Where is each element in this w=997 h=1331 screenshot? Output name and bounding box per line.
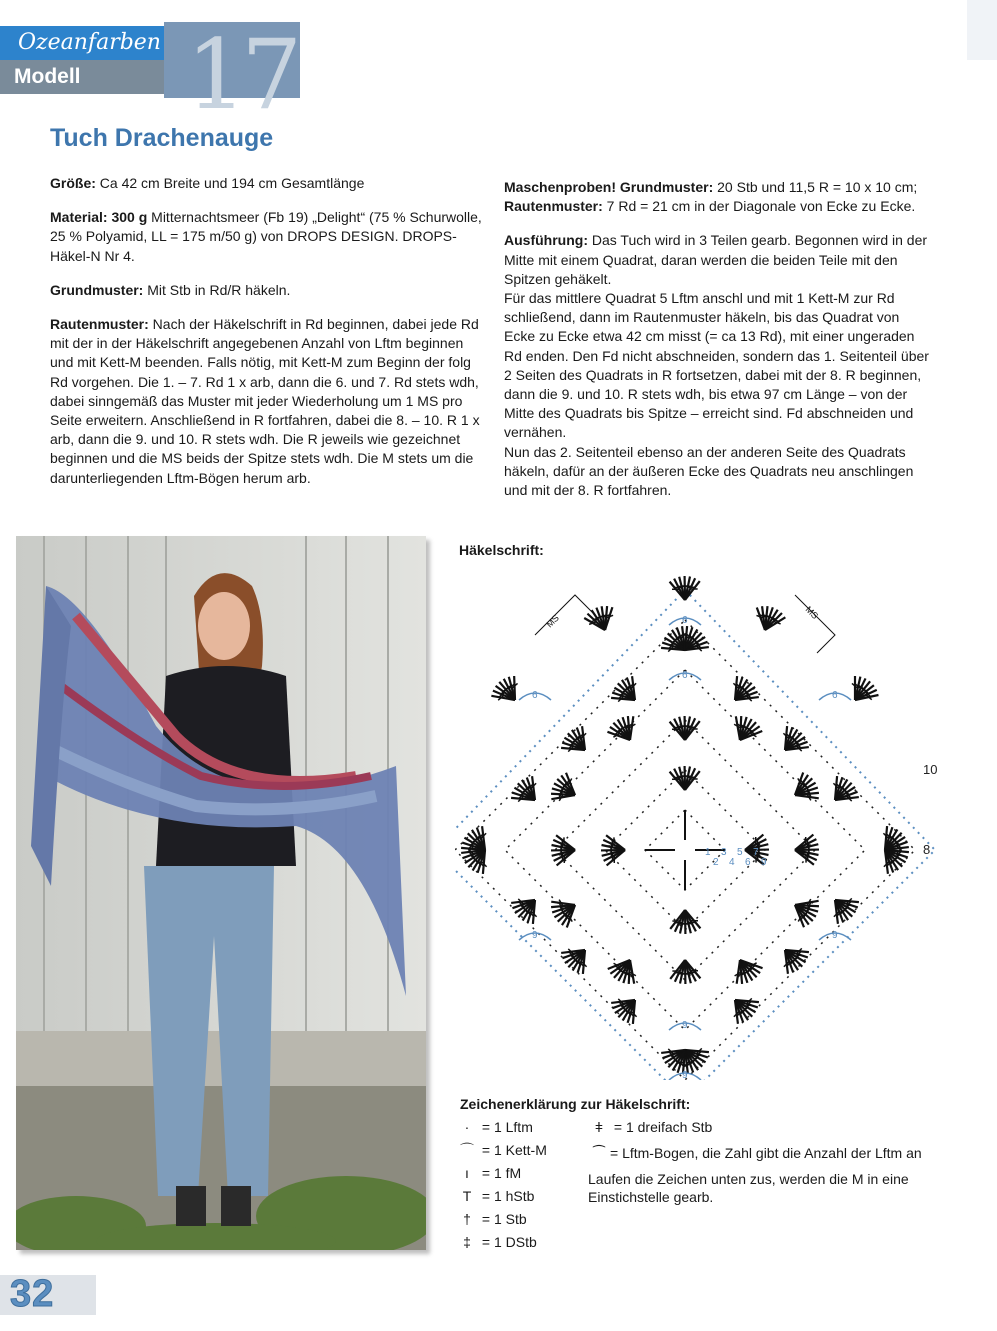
chain-count-label: 9 <box>532 930 538 941</box>
ms-bracket-right <box>795 595 835 653</box>
crochet-chart <box>455 540 955 1080</box>
legend-item: ǂ = 1 dreifach Stb <box>594 1119 713 1135</box>
legend-item: T = 1 hStb <box>462 1188 535 1204</box>
legend-note: Laufen die Zeichen unten zus, werden die M in eine Einstichstelle gearb. <box>588 1171 909 1205</box>
crochet-diagram <box>455 540 955 1080</box>
legend-item: · = 1 Lftm <box>464 1119 533 1135</box>
round-number: 4 <box>729 857 735 868</box>
chain-count-label: 9 <box>832 930 838 941</box>
stitch-group <box>825 889 863 927</box>
chain-count-label: 9 <box>682 1070 688 1080</box>
round-number: 2 <box>713 857 719 868</box>
stitch-group <box>488 672 527 710</box>
row-label-10: 10 <box>923 762 938 777</box>
stitch-group <box>547 770 583 808</box>
stitch-group <box>843 672 882 710</box>
legend-item: ⁀ = Lftm-Bogen, die Zahl gibt die Anzahl der Lftm an <box>593 1145 922 1161</box>
stitch-group <box>751 602 788 635</box>
round-outline <box>555 720 815 980</box>
legend-left <box>456 1118 547 1251</box>
legend-right <box>588 1118 948 1206</box>
stitch-group <box>605 712 643 748</box>
stitch-group <box>787 770 823 808</box>
stitch-group <box>670 910 700 934</box>
page-number-box <box>0 1275 96 1315</box>
diamond-pattern-paragraph: Rautenmuster: Nach der Häkelschrift in Rd beginnen, dabei jede Rd mit der in der Häkelschrift angegebenen Anzahl von Lftm beginnen und mit Kett-M beenden. Falls nötig, mit Kett-M zum Beginn der folg Rd vorgehen. Die 1. – 7. Rd 1 x arb, dann die 6. und 7. Rd stets wdh, dabei sinngemäß das Muster mit jeder Wiederholung um 1 MS pro Seite erweitern. Anschließend in R fortfahren, dabei die 8. – 10. R 1 x arb, dann die 9. und 10. R stets wdh. Die R jeweils wie gezeichnet beginnen und die MS beids der Spitze stets wdh. Die M stets um die darunterliegenden Lftm-Bögen herum arb. <box>50 316 480 486</box>
round-number: 1 <box>705 847 711 858</box>
chain-count-label: 6 <box>532 690 538 701</box>
chain-count-label: 9 <box>682 1020 688 1031</box>
legend-item: ‡ = 1 DStb <box>463 1234 537 1250</box>
stitch-group <box>608 990 646 1028</box>
chart-title: Häkelschrift: <box>459 542 544 558</box>
stitch-group <box>727 712 765 748</box>
legend-item: ⌒ = 1 Kett-M <box>460 1142 547 1158</box>
execution-paragraph: Ausführung: Das Tuch wird in 3 Teilen gearb. Begonnen wird in der Mitte mit einem Quadrat, daran werden die beiden Teile mit den Spitzen gehäkelt. Für das mittlere Quadrat 5 Lftm anschl und mit 1 Kett-M zur Rd schließend, dann im Rautenmuster häkeln, bis das Quadrat von Ecke zu Ecke etwa 42 cm misst (= ca 13 Rd), mit einer ungeraden Rd enden. Den Fd nicht abschneiden, sondern das 1. Seitenteil über 2 Seiten des Quadrats in R fortsetzen, dabei mit der 8. R beginnen, dann die 9. und 10. R stets wdh, bis etwa 97 cm Länge – von der Mitte des Quadrats bis Spitze – erreicht sind. Fd abschneiden und vernähen. Nun das 2. Seitenteil ebenso an der anderen Seite des Quadrats häkeln, dafür an der äußeren Ecke des Quadrats neu anschlingen und mit der 8. R fortfahren. <box>504 232 929 499</box>
stitch-group <box>507 773 545 811</box>
stitch-group <box>508 890 546 928</box>
model-number-box <box>164 19 300 131</box>
instructions-left <box>50 174 484 503</box>
stitch-group <box>775 939 813 977</box>
stitch-group <box>670 766 700 790</box>
ms-bracket-left <box>535 595 593 635</box>
round-number: 5 <box>737 847 743 858</box>
gauge-paragraph: Maschenproben! Grundmuster: 20 Stb und 11,5 R = 10 x 10 cm; Rautenmuster: 7 Rd = 21 cm in der Diagonale von Ecke zu Ecke. <box>504 179 918 215</box>
round-number: 3 <box>721 847 727 858</box>
chain-count-label: 6 <box>832 690 838 701</box>
diamond-outline <box>455 590 938 1080</box>
model-number: 17 <box>186 19 297 131</box>
instructions-right <box>504 178 934 500</box>
round-number: 6 <box>745 857 751 868</box>
ms-label: MS <box>544 612 561 630</box>
size-paragraph: Größe: Ca 42 cm Breite und 194 cm Gesamtlänge <box>50 175 365 191</box>
legend-item: † = 1 Stb <box>463 1211 527 1227</box>
series-label: Ozeanfarben <box>0 26 164 60</box>
round-number: 7 <box>753 847 759 858</box>
round-number: 9 <box>761 857 767 868</box>
round-outline <box>455 620 915 1080</box>
row-label-8: 8 <box>923 842 931 857</box>
basic-pattern-paragraph: Grundmuster: Mit Stb in Rd/R häkeln. <box>50 281 291 298</box>
stitch-group <box>605 953 643 989</box>
stitch-group <box>795 835 819 865</box>
material-paragraph: Material: 300 g Mitternachtsmeer (Fb 19) „Delight“ (75 % Schurwolle, 25 % Polyamid, LL = 175 m/50 g) von DROPS DESIGN. DROPS-Häkel-N Nr 4. <box>50 209 482 264</box>
chain-count-label: 6 <box>682 615 688 626</box>
stitch-group <box>601 835 625 865</box>
model-photo <box>16 536 426 1250</box>
stitch-group <box>774 722 812 760</box>
chain-count-label: 6 <box>682 670 688 681</box>
stitch-group <box>725 989 763 1027</box>
stitch-group <box>670 576 700 600</box>
stitch-group <box>670 716 700 740</box>
stitch-group <box>551 835 575 865</box>
stitch-group <box>824 772 862 810</box>
legend-title: Zeichenerklärung zur Häkelschrift: <box>460 1096 691 1112</box>
ms-label: MS <box>803 604 821 621</box>
page-number: 32 <box>10 1273 55 1315</box>
stitch-group <box>670 960 700 984</box>
stitch-group <box>607 673 645 711</box>
model-label: Modell <box>0 60 164 94</box>
legend-item: ı = 1 fM <box>465 1165 522 1181</box>
page-corner-tab <box>967 0 997 60</box>
stitch-group <box>724 672 762 710</box>
stitch-group <box>558 940 596 978</box>
page-title: Tuch Drachenauge <box>50 124 274 152</box>
stitch-group <box>557 723 595 761</box>
